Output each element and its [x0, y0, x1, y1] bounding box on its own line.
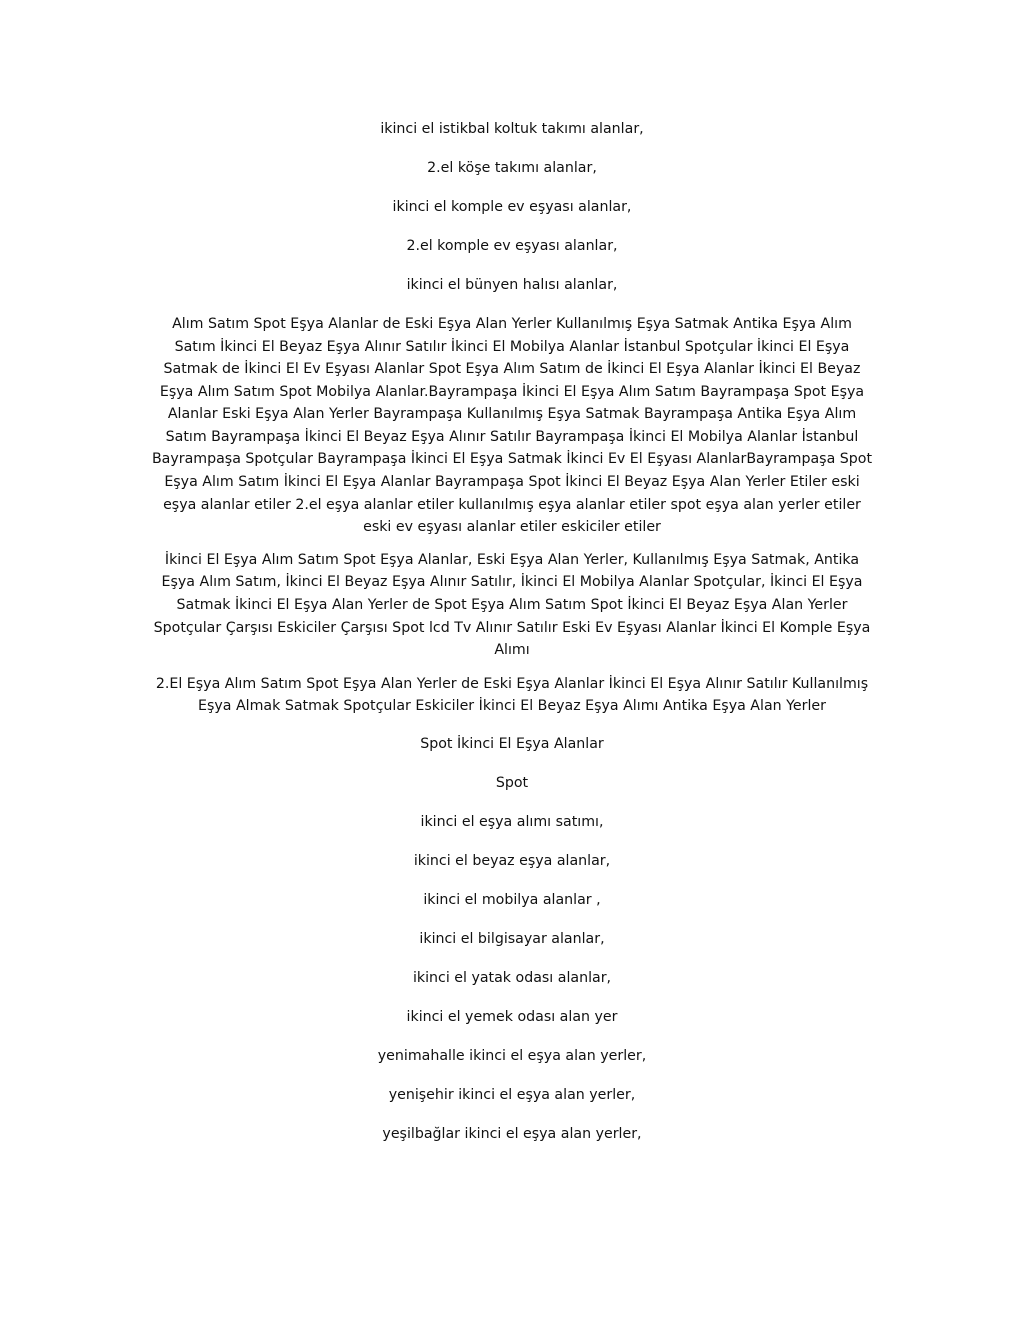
- text-line: ikinci el istikbal koltuk takımı alanlar,: [380, 121, 644, 137]
- body-paragraph: 2.El Eşya Alım Satım Spot Eşya Alan Yerler de Eski Eşya Alanlar İkinci El Eşya Alınır Satılır Kullanılmış Eşya Almak Satmak Spotçular Eskiciler İkinci El Beyaz Eşya Alımı Antika Eşya Alan Yerler: [155, 675, 869, 715]
- text-line: ikinci el yatak odası alanlar,: [412, 969, 612, 986]
- text-line: ikinci el bünyen halısı alanlar,: [406, 276, 618, 293]
- text-line: Spot: [495, 775, 529, 791]
- text-line: 2.el komple ev eşyası alanlar,: [406, 237, 618, 254]
- text-line: ikinci el bilgisayar alanlar,: [419, 930, 605, 947]
- text-line: 2.el köşe takımı alanlar,: [427, 159, 597, 176]
- text-line: yeşilbağlar ikinci el eşya alan yerler,: [382, 1125, 642, 1142]
- body-paragraph: İkinci El Eşya Alım Satım Spot Eşya Alanlar, Eski Eşya Alan Yerler, Kullanılmış Eşya Satmak, Antika Eşya Alım Satım, İkinci El Beyaz Eşya Alınır Satılır, İkinci El Mobilya Alanlar Spotçular, İkinci El Eşya Satmak İkinci El Eşya Alan Yerler de Spot Eşya Alım Satım Spot İkinci El Beyaz Eşya Alan Yerler Spotçular Çarşısı Eskiciler Çarşısı Spot lcd Tv Alınır Satılır Eski Ev Eşyası Alanlar İkinci El Komple Eşya Alımı: [153, 551, 871, 659]
- body-paragraph: Alım Satım Spot Eşya Alanlar de Eski Eşya Alan Yerler Kullanılmış Eşya Satmak Antika Eşya Alım Satım İkinci El Beyaz Eşya Alınır Satılır İkinci El Mobilya Alanlar İstanbul Spotçular İkinci El Eşya Satmak de İkinci El Ev Eşyası Alanlar Spot Eşya Alım Satım de İkinci El Eşya Alanlar İkinci El Beyaz Eşya Alım Satım Spot Mobilya Alanlar.Bayrampaşa İkinci El Eşya Alım Satım Bayrampaşa Spot Eşya Alanlar Eski Eşya Alan Yerler Bayrampaşa Kullanılmış Eşya Satmak Bayrampaşa Antika Eşya Alım Satım Bayrampaşa İkinci El Beyaz Eşya Alınır Satılır Bayrampaşa İkinci El Mobilya Alanlar İstanbul Bayrampaşa Spotçular Bayrampaşa İkinci El Eşya Satmak İkinci Ev El Eşyası AlanlarBayrampaşa Spot Eşya Alım Satım İkinci El Eşya Alanlar Bayrampaşa Spot İkinci El Beyaz Eşya Alan Yerler Etiler eski eşya alanlar etiler 2.el eşya alanlar etiler kullanılmış eşya alanlar etiler spot eşya alan yerler etiler eski ev eşyası alanlar etiler eskiciler etiler: [151, 315, 873, 536]
- text-line: ikinci el beyaz eşya alanlar,: [413, 852, 611, 869]
- document-page: [150, 118, 874, 1162]
- text-line: yenimahalle ikinci el eşya alan yerler,: [377, 1047, 647, 1064]
- text-line: ikinci el komple ev eşyası alanlar,: [392, 198, 632, 215]
- text-line: ikinci el mobilya alanlar ,: [423, 891, 601, 908]
- text-line: Spot İkinci El Eşya Alanlar: [420, 736, 604, 753]
- text-line: ikinci el yemek odası alan yer: [406, 1008, 618, 1025]
- text-line: ikinci el eşya alımı satımı,: [420, 813, 604, 830]
- text-line: yenişehir ikinci el eşya alan yerler,: [388, 1086, 636, 1103]
